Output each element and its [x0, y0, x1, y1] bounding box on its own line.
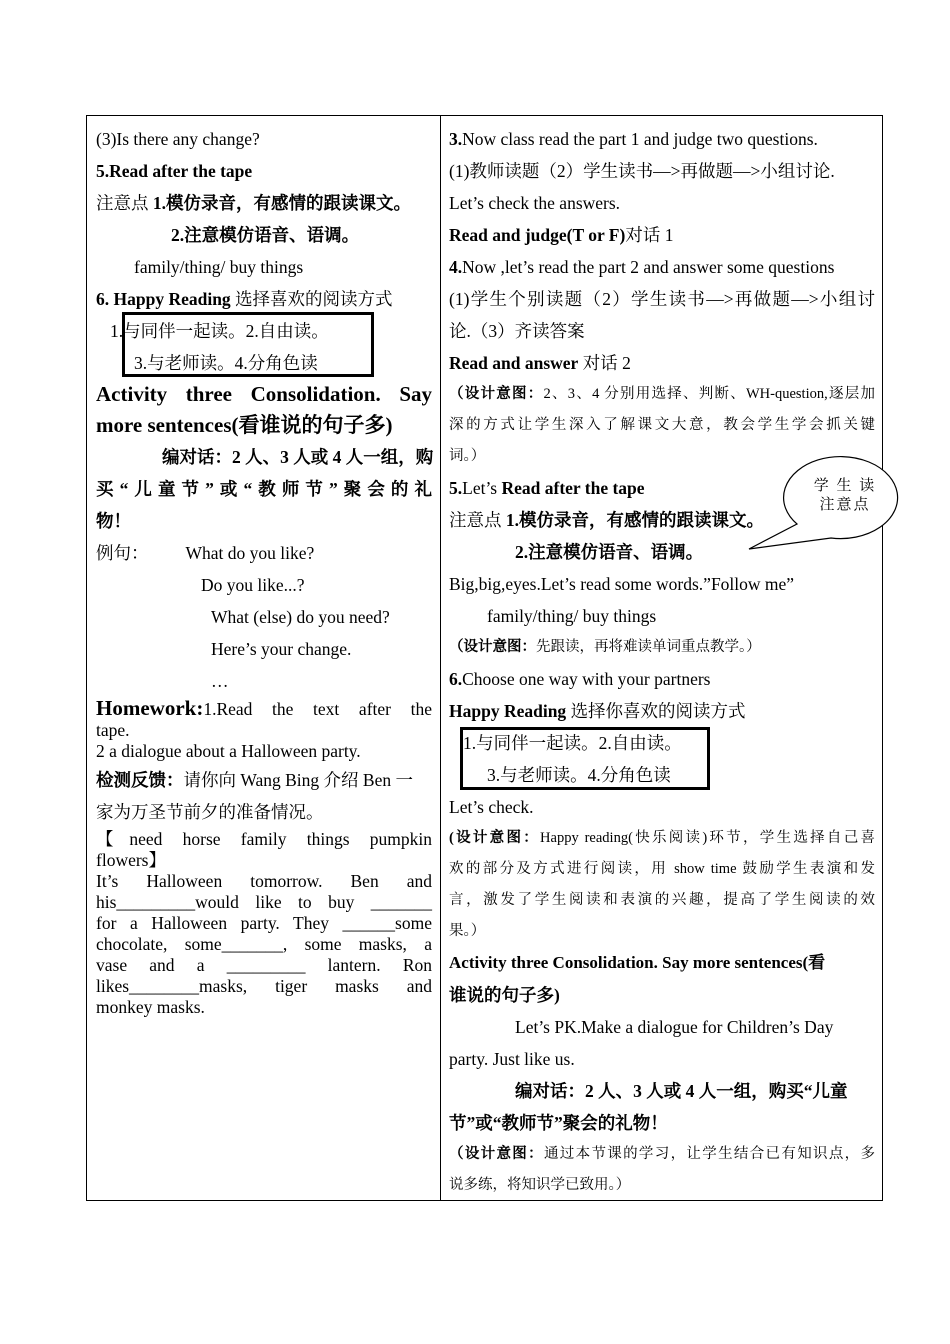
lets-check: Let’s check. — [449, 797, 534, 817]
vocab-line: family/thing/ buy things — [134, 257, 304, 277]
homework-line-1: Homework:1.Read the text after the — [96, 696, 432, 720]
left-column — [96, 123, 432, 1018]
design-note-1-line-1: （设计意图：2、3、4 分别用选择、判断、WH-question,逐层加 — [449, 386, 876, 402]
speech-bubble-line-2: 注意点 — [819, 497, 871, 513]
example-sentence-4: Here’s your change. — [211, 639, 352, 659]
question-3: (3)Is there any change? — [96, 129, 260, 149]
check-answers: Let’s check the answers. — [449, 193, 621, 213]
design-note-4-line-1: （设计意图：通过本节课的学习，让学生结合已有知识点，多 — [449, 1146, 876, 1162]
cloze-line-4: chocolate, some_______, some masks, a — [96, 934, 432, 954]
activity-three-title: Activity three Consolidation. Say — [96, 382, 432, 406]
dialogue-task-3: 物！ — [96, 511, 131, 531]
feedback-line-2: 家为万圣节前夕的准备情况。 — [96, 802, 324, 822]
design-note-3-line-3: 言，激发了学生阅读和表演的兴趣，提高了学生阅读的效 — [449, 892, 875, 908]
activity-three-subtitle: more sentences(看谁说的句子多) — [96, 413, 393, 437]
homework-line-2: 2 a dialogue about a Halloween party. — [96, 741, 361, 761]
example-sentence-3: What (else) do you need? — [211, 607, 390, 627]
reading-option-1-2-right: 1.与同伴一起读。2.自由读。 — [463, 733, 682, 753]
dialogue-task-1: 编对话：2 人、3 人或 4 人一组，购 — [162, 447, 434, 467]
right-column — [449, 123, 875, 1201]
design-note-3-line-4: 果。） — [449, 923, 486, 939]
follow-me-line: Big,big,eyes.Let’s read some words.”Follow me” — [449, 574, 795, 594]
happy-reading-right: Happy Reading 选择你喜欢的阅读方式 — [449, 701, 746, 721]
word-bank-2: flowers】 — [96, 850, 166, 870]
dialogue-task-2: 买“儿童节”或“教师节”聚会的礼 — [96, 479, 432, 499]
reading-option-3-4: 3.与老师读。4.分角色读 — [134, 353, 318, 373]
dialogue-task-right-2: 节”或“教师节”聚会的礼物！ — [449, 1113, 668, 1133]
attention-point-2: 2.注意模仿语音、语调。 — [171, 225, 360, 245]
reading-option-1-2: 1.与同伴一起读。2.自由读。 — [110, 321, 329, 341]
reading-option-3-4-right: 3.与老师读。4.分角色读 — [487, 765, 671, 785]
read-and-judge: Read and judge(T or F)对话 1 — [449, 225, 674, 245]
just-like-us: party. Just like us. — [449, 1049, 575, 1069]
step-5-heading: 5.Read after the tape — [96, 161, 253, 181]
design-note-4-line-2: 说多练，将知识学已致用。） — [449, 1177, 631, 1193]
lesson-plan-table — [86, 115, 883, 1201]
step-4-heading: 4.Now ,let’s read the part 2 and answer some questions — [449, 257, 835, 277]
step-3-procedure: (1)教师读题（2）学生读书—>再做题—>小组讨论. — [449, 161, 835, 181]
vocab-line-right: family/thing/ buy things — [487, 606, 657, 626]
design-note-3-line-1: (设计意图：Happy reading(快乐阅读)环节，学生选择自己喜 — [449, 830, 875, 846]
cloze-line-7: monkey masks. — [96, 997, 205, 1017]
step-4-procedure-2: 论.（3）齐读答案 — [449, 321, 585, 341]
word-bank-1: 【need horse family things pumpkin — [96, 829, 432, 849]
speech-bubble-text — [810, 477, 880, 515]
cloze-line-5: vase and a _________ lantern. Ron — [96, 955, 432, 975]
activity-three-title-right: Activity three Consolidation. Say more sentences(看 — [449, 953, 826, 972]
step-3-heading: 3.Now class read the part 1 and judge two questions. — [449, 129, 818, 149]
step-6-heading-right: 6.Choose one way with your partners — [449, 669, 711, 689]
cloze-line-1: It’s Halloween tomorrow. Ben and — [96, 871, 432, 891]
design-note-3-line-2: 欢的部分及方式进行阅读，用 show time 鼓励学生表演和发 — [449, 861, 875, 877]
read-and-answer: Read and answer 对话 2 — [449, 353, 631, 373]
design-note-2: （设计意图：先跟读，再将难读单词重点教学。） — [449, 639, 761, 655]
example-sentence-1: 例句： What do you like? — [96, 543, 315, 563]
feedback-line-1: 检测反馈：请你向 Wang Bing 介绍 Ben 一 — [96, 770, 413, 790]
pk-dialogue-line: Let’s PK.Make a dialogue for Children’s Day — [515, 1017, 834, 1037]
dialogue-task-right-1: 编对话：2 人、3 人或 4 人一组，购买“儿童 — [515, 1081, 848, 1101]
step-5-heading-right: 5.Let’s Read after the tape — [449, 478, 645, 498]
step-6-heading: 6. Happy Reading 选择喜欢的阅读方式 — [96, 289, 393, 309]
homework-line-1b: tape. — [96, 720, 130, 740]
cloze-line-2: his_________would like to buy _______ — [96, 892, 432, 912]
attention-point-2-right: 2.注意模仿语音、语调。 — [515, 542, 704, 562]
cloze-line-6: likes________masks, tiger masks and — [96, 976, 432, 996]
column-divider — [440, 116, 441, 1200]
attention-point-1: 注意点 1.模仿录音，有感情的跟读课文。 — [96, 193, 411, 213]
attention-point-1-right: 注意点 1.模仿录音，有感情的跟读课文。 — [449, 510, 764, 530]
cloze-line-3: for a Halloween party. They ______some — [96, 913, 432, 933]
design-note-1-line-3: 词。） — [449, 448, 486, 464]
speech-bubble-line-1: 学 生 读 — [813, 478, 877, 494]
example-sentence-2: Do you like...? — [201, 575, 305, 595]
activity-three-subtitle-right: 谁说的句子多) — [449, 985, 560, 1005]
reading-options-box-right — [460, 727, 710, 790]
example-ellipsis: … — [211, 671, 229, 691]
reading-options-box-left — [122, 312, 374, 377]
step-4-procedure-1: (1)学生个别读题（2）学生读书—>再做题—>小组讨 — [449, 289, 875, 309]
design-note-1-line-2: 深的方式让学生深入了解课文大意，教会学生学会抓关键 — [449, 417, 875, 433]
